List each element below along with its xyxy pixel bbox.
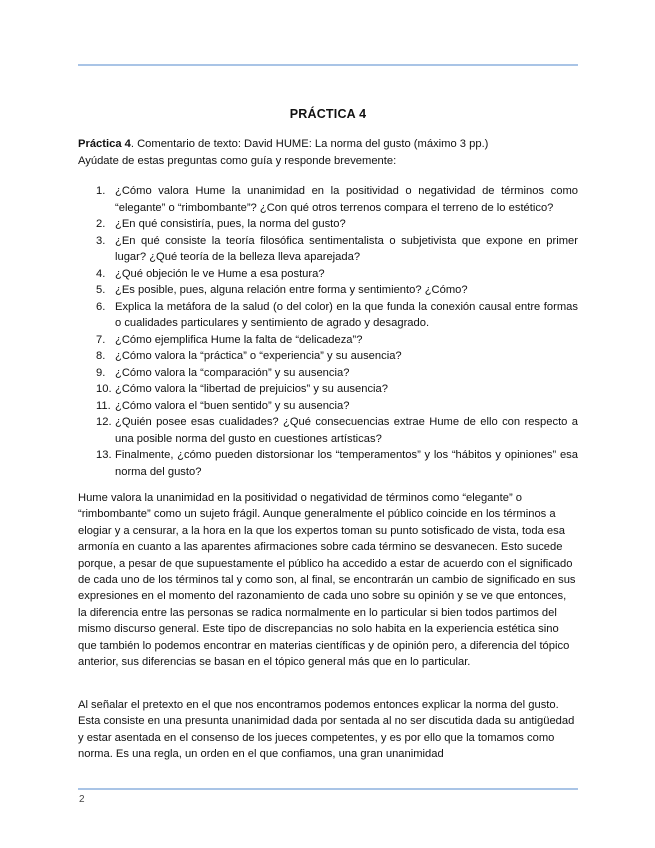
list-item [78,348,578,365]
assignment-description: . Comentario de texto: David HUME: La norma del gusto (máximo 3 pp.) [130,138,489,150]
question-list [78,183,578,480]
instruction-line: Ayúdate de estas preguntas como guía y responde brevemente: [78,155,397,167]
item-text: ¿Cómo ejemplifica Hume la falta de “delicadeza”? [115,333,363,346]
item-text: ¿Cómo valora Hume la unanimidad en la positividad o negatividad de términos como “elegante” o “rimbombante”? ¿Con qué otros terrenos compara el terreno de lo estético? [115,185,578,214]
body-paragraph-1: Hume valora la unanimidad en la positividad o negatividad de términos como “elegante” o “rimbombante” como un sujeto frágil. Aunque generalmente el público coincide en los términos a elogiar y a censurar, a la hora en la que los expertos toman su punto sotisficado de vista, toda esa armonía en cuanto a las aparentes afirmaciones sobre cada término se desvanecen. Esto sucede porque, a pesar de que supuestamente el público ha accedido a estar de acuerdo con el significado de cada uno de los términos tal y como son, al final, se encontrarán un cambio de significado en sus expresiones en el momento del razonamiento de cada uno sobre su opinión y se ve que entonces, la diferencia entre las personas se radica normalmente en lo particular si bien todos partimos del mismo discurso general. Este tipo de discrepancias no solo habita en la experiencia estética sino que también lo podemos encontrar en materias científicas y de opinión pero, a diferencia del tópico anterior, sus diferencias se basan en el tópico general más que en lo particular. [78,492,576,669]
item-text: ¿En qué consistiría, pues, la norma del gusto? [115,218,346,230]
item-text: Explica la metáfora de la salud (o del color) en la que funda la conexión causal entre formas o cualidades particulares y sentimiento de agrado y desagrado. [115,300,578,329]
body-paragraph-2: Al señalar el pretexto en el que nos encontramos podemos entonces explicar la norma del gusto. Esta consiste en una presunta unanimidad dada por sentada al no ser discutida dada su antigüedad y estar asentada en el consenso de los jueces competentes, y es por ello que la tomamos como norma. Es una regla, un orden en el que confiamos, una gran unanimidad [78,699,575,761]
list-item [78,183,578,216]
list-item [78,332,578,349]
list-item [78,299,578,332]
item-number: 12. [96,416,112,428]
item-text: Finalmente, ¿cómo pueden distorsionar los “temperamentos” y los “hábitos y opiniones” esa norma del gusto? [115,449,578,478]
intro-block [78,136,578,170]
item-number: 11. [96,399,111,412]
list-item [78,447,578,480]
list-item [78,266,578,283]
item-number: 4. [96,267,106,280]
item-number: 7. [96,333,106,346]
list-item [78,365,578,382]
list-item [78,414,578,447]
list-item [78,381,578,398]
item-number: 13. [96,449,112,461]
list-item [78,398,578,415]
list-item [78,282,578,299]
item-number: 1. [96,185,106,197]
header-rule [78,64,578,66]
footer-rule [78,788,578,790]
list-item [78,233,578,266]
item-text: ¿Quién posee esas cualidades? ¿Qué consecuencias extrae Hume de ello con respecto a una posible norma del gusto en cuestiones artísticas? [115,416,578,445]
item-text: ¿Es posible, pues, alguna relación entre forma y sentimiento? ¿Cómo? [115,284,468,296]
item-number: 9. [96,366,106,379]
list-item [78,216,578,233]
item-number: 5. [96,284,106,296]
assignment-line [78,136,578,153]
item-number: 10. [96,383,112,395]
item-number: 3. [96,234,106,247]
page-title: PRÁCTICA 4 [289,107,367,121]
item-text: ¿Cómo valora la “práctica” o “experiencia” y su ausencia? [115,350,402,362]
item-number: 6. [96,300,106,313]
item-text: ¿Cómo valora la “comparación” y su ausencia? [115,366,350,379]
item-text: ¿Cómo valora el “buen sentido” y su ausencia? [115,399,350,412]
item-text: ¿Cómo valora la “libertad de prejuicios” y su ausencia? [115,383,388,395]
item-text: ¿Qué objeción le ve Hume a esa postura? [115,267,325,280]
assignment-label: Práctica 4 [78,138,131,150]
page-number: 2 [79,794,85,805]
item-number: 2. [96,218,106,230]
item-number: 8. [96,350,106,362]
item-text: ¿En qué consiste la teoría filosófica sentimentalista o subjetivista que expone en primer lugar? ¿Qué teoría de la belleza lleva aparejada? [115,234,578,263]
